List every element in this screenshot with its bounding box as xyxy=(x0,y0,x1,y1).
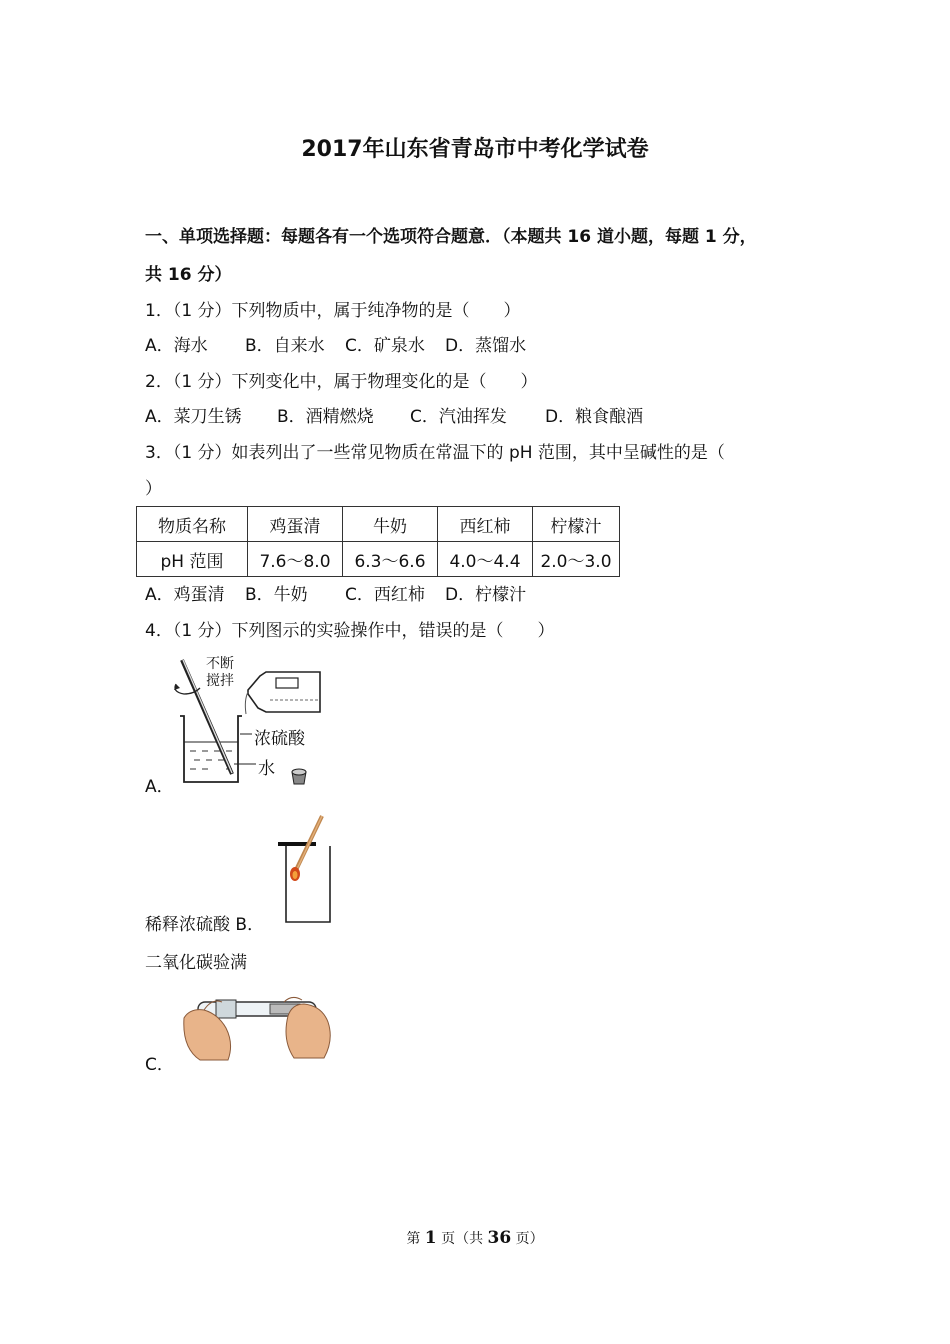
label-water: 水 xyxy=(258,759,275,779)
table-cell: 物质名称 xyxy=(137,507,248,542)
section-heading-line1: 一、单项选择题：每题各有一个选项符合题意．（本题共 16 道小题，每题 1 分， xyxy=(145,227,757,247)
dilution-figure xyxy=(170,654,330,790)
table-cell: 柠檬汁 xyxy=(533,507,620,542)
page-footer xyxy=(0,1228,950,1248)
q3-option-b: B．牛奶 xyxy=(245,585,308,605)
q3-stem-line1: 3．（1 分）如表列出了一些常见物质在常温下的 pH 范围，其中呈碱性的是（ xyxy=(145,443,725,463)
footer-page-number: 1 xyxy=(424,1228,437,1248)
q1-options xyxy=(145,331,526,356)
footer-suffix: 页） xyxy=(511,1231,544,1247)
table-cell: 西红柿 xyxy=(438,507,533,542)
q2-option-c: C．汽油挥发 xyxy=(410,407,507,427)
table-cell: 7.6～8.0 xyxy=(248,542,343,577)
q2-options xyxy=(145,402,643,427)
table-cell: 2.0～3.0 xyxy=(533,542,620,577)
q1-stem: 1．（1 分）下列物质中，属于纯净物的是（ ） xyxy=(145,301,521,321)
q1-option-a: A．海水 xyxy=(145,336,208,356)
label-concentrated-acid: 浓硫酸 xyxy=(254,729,305,749)
q1-option-c: C．矿泉水 xyxy=(345,336,425,356)
q4-option-b-caption: 二氧化碳验满 xyxy=(145,953,247,973)
footer-middle: 页（共 xyxy=(436,1231,488,1247)
q4-option-c-letter: C． xyxy=(145,1055,174,1075)
q2-option-b: B．酒精燃烧 xyxy=(277,407,374,427)
table-cell: 6.3～6.6 xyxy=(343,542,438,577)
footer-total-pages: 36 xyxy=(487,1228,512,1248)
co2-test-figure xyxy=(274,812,334,926)
table-row xyxy=(137,507,620,542)
table-row xyxy=(137,542,620,577)
q1-option-b: B．自来水 xyxy=(245,336,325,356)
table-cell: 牛奶 xyxy=(343,507,438,542)
q2-option-d: D．粮食酿酒 xyxy=(545,407,644,427)
q2-stem: 2．（1 分）下列变化中，属于物理变化的是（ ） xyxy=(145,372,538,392)
test-tube-figure xyxy=(178,988,338,1064)
footer-prefix: 第 xyxy=(406,1231,425,1247)
section-heading-line2: 共 16 分） xyxy=(145,265,232,285)
table-cell: 鸡蛋清 xyxy=(248,507,343,542)
label-stir: 不断搅拌 xyxy=(206,656,234,689)
q4-option-a-caption-and-b: 稀释浓硫酸 B． xyxy=(145,915,265,935)
q3-option-d: D．柠檬汁 xyxy=(445,585,527,605)
table-cell: pH 范围 xyxy=(137,542,248,577)
q4-stem: 4．（1 分）下列图示的实验操作中，错误的是（ ） xyxy=(145,621,555,641)
q3-option-a: A．鸡蛋清 xyxy=(145,585,225,605)
q3-option-c: C．西红柿 xyxy=(345,585,425,605)
q3-stem-line2: ） xyxy=(145,479,162,499)
q2-option-a: A．菜刀生锈 xyxy=(145,407,242,427)
ph-table xyxy=(136,506,620,577)
q3-options xyxy=(145,580,526,605)
table-cell: 4.0～4.4 xyxy=(438,542,533,577)
q4-option-a-letter: A． xyxy=(145,777,174,797)
page-title: 2017年山东省青岛市中考化学试卷 xyxy=(301,137,649,162)
q1-option-d: D．蒸馏水 xyxy=(445,336,527,356)
